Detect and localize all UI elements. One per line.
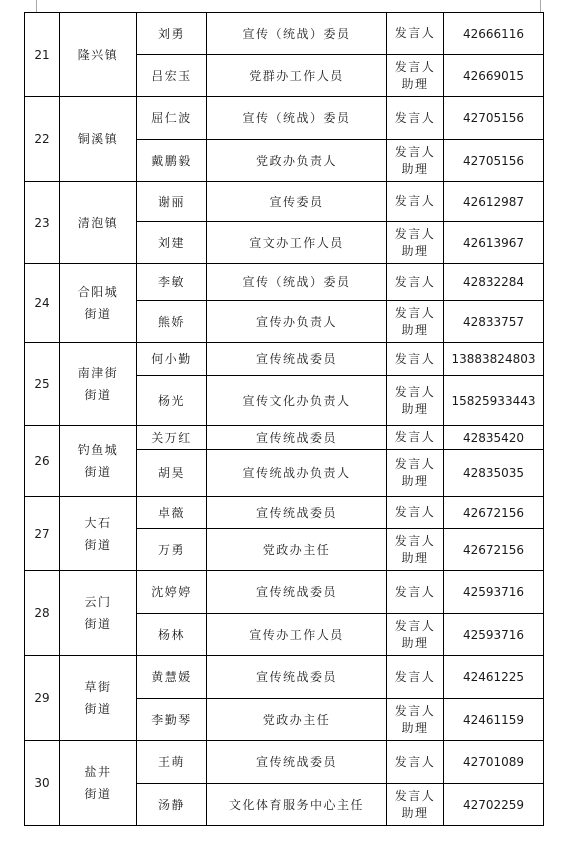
job-title: 宣传（统战）委员 xyxy=(207,13,387,55)
table-row xyxy=(25,264,544,301)
page-corner-mark-right xyxy=(540,0,555,12)
person-name: 谢丽 xyxy=(137,182,207,222)
phone-number: 15825933443 xyxy=(444,376,544,426)
person-name: 吕宏玉 xyxy=(137,55,207,97)
spokesperson-role: 发言人 xyxy=(387,182,444,222)
job-title: 党政办主任 xyxy=(207,529,387,571)
phone-number: 42835035 xyxy=(444,450,544,497)
row-number: 21 xyxy=(25,13,60,97)
spokesperson-role: 发言人 助理 xyxy=(387,450,444,497)
table-row xyxy=(25,343,544,376)
phone-number: 42672156 xyxy=(444,497,544,529)
spokesperson-role: 发言人 助理 xyxy=(387,614,444,656)
spokesperson-role: 发言人 助理 xyxy=(387,55,444,97)
job-title: 宣传统战委员 xyxy=(207,656,387,699)
job-title: 宣传统战办负责人 xyxy=(207,450,387,497)
row-number: 25 xyxy=(25,343,60,426)
spokesperson-role: 发言人 助理 xyxy=(387,376,444,426)
spokesperson-role: 发言人 助理 xyxy=(387,529,444,571)
person-name: 熊娇 xyxy=(137,301,207,343)
table-row xyxy=(25,97,544,140)
town-name: 南津街 街道 xyxy=(60,343,137,426)
town-name: 大石 街道 xyxy=(60,497,137,571)
job-title: 宣文办工作人员 xyxy=(207,222,387,264)
spokesperson-table xyxy=(24,12,544,826)
town-name: 钓鱼城 街道 xyxy=(60,426,137,497)
phone-number: 42832284 xyxy=(444,264,544,301)
person-name: 何小勤 xyxy=(137,343,207,376)
phone-number: 42672156 xyxy=(444,529,544,571)
person-name: 杨林 xyxy=(137,614,207,656)
town-name: 隆兴镇 xyxy=(60,13,137,97)
job-title: 宣传统战委员 xyxy=(207,571,387,614)
phone-number: 42669015 xyxy=(444,55,544,97)
spokesperson-role: 发言人 助理 xyxy=(387,140,444,182)
phone-number: 42835420 xyxy=(444,426,544,450)
spokesperson-role: 发言人 助理 xyxy=(387,301,444,343)
person-name: 关万红 xyxy=(137,426,207,450)
row-number: 22 xyxy=(25,97,60,182)
table-row xyxy=(25,497,544,529)
phone-number: 42613967 xyxy=(444,222,544,264)
phone-number: 13883824803 xyxy=(444,343,544,376)
person-name: 沈婷婷 xyxy=(137,571,207,614)
person-name: 黄慧媛 xyxy=(137,656,207,699)
phone-number: 42705156 xyxy=(444,140,544,182)
phone-number: 42702259 xyxy=(444,784,544,826)
job-title: 宣传文化办负责人 xyxy=(207,376,387,426)
phone-number: 42461225 xyxy=(444,656,544,699)
job-title: 党政办主任 xyxy=(207,699,387,741)
spokesperson-role: 发言人 xyxy=(387,97,444,140)
person-name: 李勤琴 xyxy=(137,699,207,741)
person-name: 卓薇 xyxy=(137,497,207,529)
job-title: 宣传统战委员 xyxy=(207,497,387,529)
person-name: 屈仁波 xyxy=(137,97,207,140)
table-row xyxy=(25,656,544,699)
row-number: 28 xyxy=(25,571,60,656)
town-name: 铜溪镇 xyxy=(60,97,137,182)
town-name: 草街 街道 xyxy=(60,656,137,741)
person-name: 戴鹏毅 xyxy=(137,140,207,182)
job-title: 宣传（统战）委员 xyxy=(207,264,387,301)
table-row xyxy=(25,741,544,784)
phone-number: 42666116 xyxy=(444,13,544,55)
row-number: 30 xyxy=(25,741,60,826)
town-name: 清泡镇 xyxy=(60,182,137,264)
spokesperson-role: 发言人 xyxy=(387,571,444,614)
person-name: 李敏 xyxy=(137,264,207,301)
person-name: 刘建 xyxy=(137,222,207,264)
person-name: 刘勇 xyxy=(137,13,207,55)
job-title: 宣传办负责人 xyxy=(207,301,387,343)
spokesperson-role: 发言人 xyxy=(387,656,444,699)
person-name: 汤静 xyxy=(137,784,207,826)
page-corner-mark-left xyxy=(22,0,37,12)
row-number: 24 xyxy=(25,264,60,343)
phone-number: 42833757 xyxy=(444,301,544,343)
spokesperson-role: 发言人 助理 xyxy=(387,699,444,741)
spokesperson-role: 发言人 助理 xyxy=(387,222,444,264)
job-title: 宣传（统战）委员 xyxy=(207,97,387,140)
job-title: 宣传统战委员 xyxy=(207,426,387,450)
job-title: 党群办工作人员 xyxy=(207,55,387,97)
spokesperson-role: 发言人 助理 xyxy=(387,784,444,826)
phone-number: 42593716 xyxy=(444,571,544,614)
row-number: 29 xyxy=(25,656,60,741)
phone-number: 42705156 xyxy=(444,97,544,140)
phone-number: 42701089 xyxy=(444,741,544,784)
spokesperson-role: 发言人 xyxy=(387,741,444,784)
spokesperson-role: 发言人 xyxy=(387,497,444,529)
town-name: 云门 街道 xyxy=(60,571,137,656)
spokesperson-role: 发言人 xyxy=(387,13,444,55)
job-title: 宣传统战委员 xyxy=(207,741,387,784)
spokesperson-role: 发言人 xyxy=(387,426,444,450)
person-name: 胡昊 xyxy=(137,450,207,497)
person-name: 万勇 xyxy=(137,529,207,571)
spokesperson-role: 发言人 xyxy=(387,264,444,301)
town-name: 合阳城 街道 xyxy=(60,264,137,343)
row-number: 26 xyxy=(25,426,60,497)
table-row xyxy=(25,13,544,55)
table-row xyxy=(25,571,544,614)
job-title: 宣传办工作人员 xyxy=(207,614,387,656)
row-number: 23 xyxy=(25,182,60,264)
job-title: 宣传统战委员 xyxy=(207,343,387,376)
phone-number: 42593716 xyxy=(444,614,544,656)
phone-number: 42461159 xyxy=(444,699,544,741)
person-name: 王萌 xyxy=(137,741,207,784)
job-title: 宣传委员 xyxy=(207,182,387,222)
job-title: 文化体育服务中心主任 xyxy=(207,784,387,826)
table-row xyxy=(25,182,544,222)
spokesperson-role: 发言人 xyxy=(387,343,444,376)
phone-number: 42612987 xyxy=(444,182,544,222)
table-row xyxy=(25,426,544,450)
person-name: 杨光 xyxy=(137,376,207,426)
town-name: 盐井 街道 xyxy=(60,741,137,826)
row-number: 27 xyxy=(25,497,60,571)
job-title: 党政办负责人 xyxy=(207,140,387,182)
